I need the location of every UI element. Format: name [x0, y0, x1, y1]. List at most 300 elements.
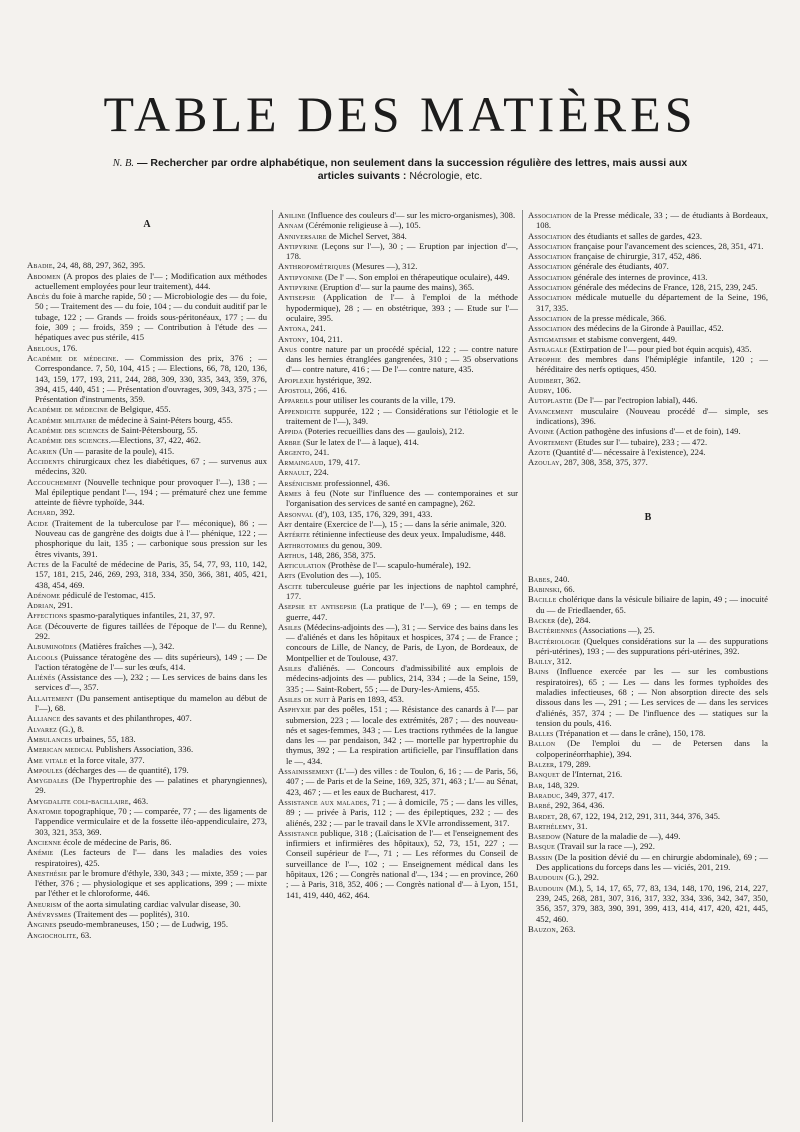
- entry-heading: Atrophie: [528, 354, 562, 365]
- section-spacer: [528, 534, 768, 574]
- entry-heading: Association: [528, 251, 572, 262]
- entry-references: , 463.: [128, 795, 149, 806]
- entry-heading: Appida: [278, 426, 303, 437]
- entry-references: (De l' —. Son emploi en thérapeutique oculaire), 449.: [322, 271, 510, 282]
- index-entry: [27, 621, 267, 642]
- entry-references: par le bromure d'éthyle, 330, 343 ; — mixte, 359 ; — par l'éther, 376 ; — physiologique et ses applications, 399 ; — mixte par l'éther et le chloroforme, 446.: [35, 867, 267, 899]
- entry-references: (Influence des couleurs d'— sur les micro-organismes), 308.: [305, 210, 516, 220]
- index-entry: [278, 437, 518, 447]
- index-entry: [528, 210, 768, 231]
- entry-heading: Avoine: [528, 426, 555, 437]
- index-entry: [27, 796, 267, 806]
- entry-references: (de), 284.: [555, 614, 591, 625]
- entry-references: .—Elections, 37, 422, 462.: [108, 435, 201, 446]
- entry-references: (La pratique de l'—), 69 ; — en temps de guerre, 447.: [286, 601, 518, 622]
- index-entry: [528, 841, 768, 851]
- entry-heading: Aneurism: [27, 898, 62, 909]
- entry-heading: Artérite: [278, 529, 311, 540]
- entry-heading: Bailly: [528, 656, 553, 667]
- entry-references: chirurgicaux chez les diabétiques, 67 ; — survenus aux médecins, 320.: [35, 455, 267, 477]
- entry-references: des étudiants et salles de gardes, 423.: [571, 230, 702, 241]
- entry-heading: Association: [528, 323, 572, 334]
- entry-heading: Association: [528, 230, 572, 241]
- entry-heading: Anus: [278, 343, 298, 354]
- entry-heading: Arsonval: [278, 508, 314, 519]
- entry-references: (Du pansement antiseptique du mamelon au début de l'—), 68.: [35, 692, 267, 714]
- index-entry: [528, 354, 768, 375]
- index-column-1: [27, 210, 267, 940]
- entry-heading: Ame vitale: [27, 754, 68, 765]
- note-line2-bold: articles suivants :: [317, 170, 407, 182]
- entry-heading: Basedow: [528, 831, 561, 842]
- entry-references: , 292, 364, 436.: [550, 800, 605, 811]
- index-entry: [278, 220, 518, 230]
- entry-heading: Bassin: [528, 851, 553, 862]
- entry-heading: Appendicite: [278, 405, 321, 416]
- entry-references: (Nouvelle technique pour provoquer l'—), 138 ; — Mal épileptique pendant l'—, 194 ; — prématuré chez une femme atteinte de fièvre typhoïde, 344.: [35, 476, 267, 508]
- entry-references: de médecine à Saint-Péters bourg, 455.: [96, 414, 233, 425]
- index-entry: [528, 395, 768, 405]
- entry-heading: Anatomie: [27, 806, 62, 817]
- index-entry: [27, 930, 267, 940]
- entry-heading: Appareils: [278, 395, 314, 406]
- entry-heading: Argento: [278, 446, 310, 457]
- index-entry: [27, 909, 267, 919]
- entry-references: (De l'hypertrophie des — palatines et pharyngiennes), 29.: [35, 775, 267, 796]
- entry-references: de Saint-Pétersbourg, 55.: [108, 425, 198, 436]
- index-entry: [278, 581, 518, 602]
- index-entry: [528, 385, 768, 395]
- entry-references: topographique, 70 ; — comparée, 77 ; — des ligaments de l'appendice vermiculaire et de la fossette iléo-appendiculaire, 273, 303, 321, 353, 369.: [35, 806, 267, 837]
- index-entry: [27, 847, 267, 868]
- entry-references: (Sur le latex de l'— à laque), 414.: [300, 436, 419, 447]
- index-entry: [278, 241, 518, 262]
- entry-heading: Autoplastie: [528, 395, 573, 406]
- entry-heading: Articulation: [278, 560, 326, 571]
- entry-references: (Médecins-adjoints des —), 31 ; — Service des bains dans les — d'aliénés et dans les hôpitaux et hospices, 374 ; — de France ; concours de Lille, de Nancy, de Paris, de Lyon, de Bordeaux, de Montpellier et de Toulouse, 437.: [286, 621, 518, 663]
- index-entry: [528, 231, 768, 241]
- entry-references: (Quelques considérations sur la — des suppurations péri-utérines), 193 ; — des suppurations péri-utérines, 392.: [536, 635, 768, 656]
- entry-references: du genou, 309.: [328, 539, 383, 550]
- index-entry: [528, 261, 768, 271]
- index-entry: [27, 899, 267, 909]
- entry-references: (Poteries recueillies dans des — gaulois), 212.: [302, 426, 465, 437]
- index-entry: [528, 821, 768, 831]
- entry-references: (Trépanation et — dans le crâne), 150, 178.: [553, 728, 706, 739]
- entry-references: de l'Internat, 216.: [559, 769, 623, 780]
- entry-heading: Académie des sciences: [27, 425, 109, 436]
- index-entry: [27, 353, 267, 404]
- index-entry: [278, 797, 518, 828]
- index-entry: [27, 713, 267, 723]
- index-entry: [528, 323, 768, 333]
- index-entry: [278, 601, 518, 622]
- entry-references: (L'—) des villes : de Toulon, 6, 16 ; — de Paris, 56, 407 ; — de Paris et de la Seine, 169, 325, 371, 463 ; L'— au Sénat, 423, 467 ; — et les eaux de Bucharest, 417.: [286, 766, 518, 797]
- entry-references: de la Presse médicale, 33 ; — de étudiants à Bordeaux, 108.: [536, 210, 768, 231]
- entry-heading: Affections: [27, 610, 68, 621]
- entry-references: (Eruption d'— sur la paume des mains), 365.: [317, 282, 475, 293]
- entry-references: française de chirurgie, 317, 452, 486.: [571, 251, 702, 262]
- entry-references: des membres dans l'hémiplégie infantile, 120 ; — héréditaire des nerfs optiques, 450.: [536, 354, 768, 375]
- entry-heading: Backer: [528, 614, 556, 625]
- entry-references: (Quantité d'— nécessaire à l'existence), 224.: [550, 446, 706, 457]
- entry-heading: Ampoules: [27, 764, 63, 775]
- index-entry: [528, 780, 768, 790]
- entry-references: , 287, 308, 358, 375, 377.: [559, 457, 648, 468]
- entry-references: hystérique, 392.: [314, 374, 372, 385]
- entry-heading: Anesthésie: [27, 867, 68, 878]
- entry-heading: Audibert: [528, 374, 562, 385]
- index-entry: [27, 734, 267, 744]
- entry-heading: Adrian: [27, 600, 54, 611]
- entry-references: des savants et des philanthropes, 407.: [60, 713, 192, 724]
- index-entry: [528, 656, 768, 666]
- index-entry: [528, 334, 768, 344]
- index-entry: [528, 282, 768, 292]
- entry-heading: Arnault: [278, 467, 310, 478]
- entry-references: , 263.: [555, 923, 576, 934]
- entry-heading: Bactériologie: [528, 635, 581, 646]
- index-entry: [27, 806, 267, 837]
- entry-references: (M.), 5, 14, 17, 65, 77, 83, 134, 148, 170, 196, 214, 227, 239, 245, 268, 281, 307, 316, 317, 332, 334, 336, 342, 347, 350, 356, 357, 379, 383, 390, 391, 399, 413, 414, 417, 420, 421, 445, 452, 460.: [536, 882, 768, 924]
- entry-references: (G.), 8.: [56, 723, 84, 734]
- index-entry: [27, 446, 267, 456]
- index-entry: [278, 509, 518, 519]
- entry-heading: Acide: [27, 517, 49, 528]
- index-entry: [528, 800, 768, 810]
- entry-heading: Antipyonine: [278, 271, 323, 282]
- entry-references: , 104, 211.: [306, 333, 343, 344]
- index-entry: [278, 478, 518, 488]
- entry-references: , 66.: [559, 584, 575, 595]
- index-entry: [27, 425, 267, 435]
- entry-references: de la Faculté de médecine de Paris, 35, 54, 77, 93, 110, 142, 157, 181, 215, 246, 269, 293, 318, 334, 350, 366, 381, 405, 421, 438, 454, 469.: [35, 558, 267, 590]
- entry-references: , 179, 417.: [323, 457, 361, 468]
- index-entry: [278, 540, 518, 550]
- entry-references: suppurée, 122 ; — Considérations sur l'étiologie et le traitement de l'—), 349.: [286, 405, 518, 426]
- section-letter-a: A: [143, 219, 151, 230]
- entry-heading: Baudouin: [528, 872, 564, 883]
- entry-references: cholérique dans la vésicule biliaire de lapin, 49 ; — inocuité du — de Friedlaender, 65.: [536, 594, 768, 615]
- index-entry: [278, 282, 518, 292]
- index-entry: [278, 550, 518, 560]
- entry-references: (Traitement des — poplités), 310.: [71, 909, 190, 919]
- index-entry: [528, 728, 768, 738]
- index-entry: [27, 456, 267, 477]
- entry-heading: Antony: [278, 333, 307, 344]
- index-entry: [528, 406, 768, 427]
- index-entry: [528, 344, 768, 354]
- entry-references: d'aliénés. — Concours d'admissibilité aux emplois de médecins-adjoints des — publics, 214, 334 ; —de la Seine, 159, 335 ; — Saint-Robert, 55 ; — de Dury-les-Amiens, 455.: [286, 663, 518, 694]
- entry-heading: Armaingaud: [278, 457, 324, 468]
- entry-references: (A propos des plaies de l'— ; Modification aux méthodes actuellement employées pour leur traitement), 444.: [35, 270, 267, 291]
- entry-heading: Assistance aux malades: [278, 796, 368, 807]
- entry-references: urbaines, 55, 183.: [72, 733, 136, 744]
- entry-references: (Leçons sur l'—), 30 ; — Eruption par injection d'—, 178.: [286, 240, 518, 262]
- index-entry: [528, 292, 768, 313]
- entry-references: des médecins de la Gironde à Pauillac, 452.: [571, 323, 724, 334]
- index-entry: [278, 334, 518, 344]
- entry-references: , 241.: [309, 446, 330, 457]
- index-entry: [528, 437, 768, 447]
- entry-references: (Associations —), 25.: [577, 625, 655, 636]
- entry-references: pour utiliser les courants de la ville, 179.: [313, 395, 456, 406]
- index-entry: [27, 610, 267, 620]
- index-entry: [528, 447, 768, 457]
- entry-references: école de médecine de Paris, 86.: [61, 836, 172, 847]
- entry-heading: American medical: [27, 744, 94, 755]
- entry-heading: Banquet: [528, 769, 560, 780]
- entry-heading: Bardet: [528, 810, 555, 821]
- entry-references: . — Commission des prix, 376 ; — Correspondance. 7, 50, 104, 415 ; — Elections, 66, 78, 120, 136, 143, 159, 177, 193, 211, 244, 288, 309, 330, 335, 343, 359, 376, 394, 415, 440, 451 ; — Présentation d'ouvrages, 309, 343, 375 ; — Présentation d'instruments, 359.: [35, 352, 267, 405]
- index-column-3: [528, 210, 768, 934]
- entry-references: , 179, 289.: [554, 759, 591, 770]
- index-entry: [278, 344, 518, 375]
- index-entry: [278, 570, 518, 580]
- index-entry: [278, 828, 518, 900]
- index-entry: [27, 291, 267, 342]
- index-list: [278, 210, 518, 900]
- note-prefix: N. B.: [112, 158, 135, 169]
- index-entry: [27, 919, 267, 929]
- entry-references: , 392.: [55, 507, 75, 518]
- entry-heading: Achard: [27, 507, 56, 518]
- entry-references: (Influence exercée par les — sur les combustions respiratoires), 65 ; — Les — dans les formes typhoïdes des maladies infectieuses, 68 ; — Non absorption directe des sels dissous dans les —, 291 ; — Les services de — dans les services d'aliénés, 357, 374 ; — De l'influence des — statiques sur la tension du pouls, 416.: [536, 666, 768, 728]
- entry-references: (Matières fraîches —), 342.: [76, 641, 175, 652]
- index-entry: [278, 272, 518, 282]
- entry-heading: Anthropométriques: [278, 261, 351, 272]
- entry-heading: Abadie: [27, 260, 53, 271]
- entry-references: (Mesures —), 312.: [350, 261, 418, 272]
- entry-references: générale des médecins de France, 128, 215, 239, 245.: [571, 282, 758, 293]
- entry-references: française pour l'avancement des sciences, 28, 351, 471.: [571, 240, 764, 251]
- entry-references: (décharges des — de quantité), 179.: [62, 764, 189, 775]
- entry-heading: Astigmatisme: [528, 333, 577, 344]
- column-divider: [522, 210, 523, 1122]
- entry-references: , 349, 377, 417.: [560, 789, 615, 800]
- entry-heading: Balzer: [528, 759, 555, 770]
- entry-heading: Barthélemy: [528, 820, 573, 831]
- entry-references: , 24, 48, 88, 297, 362, 395.: [52, 260, 146, 271]
- index-entry: [278, 766, 518, 797]
- column-divider: [272, 210, 273, 1122]
- index-entry: [27, 477, 267, 508]
- entry-heading: Babes: [528, 573, 551, 584]
- entry-references: à feu (Note sur l'influence des — contemporaines et sur l'organisation des services de santé en campagne), 262.: [286, 488, 518, 509]
- index-entry: [27, 343, 267, 353]
- index-entry: [278, 663, 518, 694]
- entry-references: dentaire (Exercice de l'—), 15 ; — dans la série animale, 320.: [292, 518, 507, 529]
- entry-heading: Angines: [27, 919, 57, 930]
- entry-heading: Acarien: [27, 445, 57, 456]
- entry-heading: Barbé: [528, 800, 551, 811]
- index-entry: [278, 457, 518, 467]
- entry-heading: Bains: [528, 666, 549, 677]
- index-entry: [528, 457, 768, 467]
- entry-heading: Art: [278, 518, 293, 529]
- entry-references: , 312.: [552, 656, 572, 667]
- entry-references: professionnel, 436.: [322, 477, 390, 488]
- entry-heading: Azote: [528, 446, 551, 457]
- entry-references: (De la position dévié du — en chirurgie abdominale), 69 ; — Des applications du forceps dans les — viciés, 201, 219.: [536, 851, 768, 873]
- index-entry: [528, 241, 768, 251]
- index-entry: [528, 811, 768, 821]
- index-entry: [27, 518, 267, 559]
- entry-references: , 176.: [57, 342, 78, 353]
- index-list: [528, 210, 768, 467]
- entry-heading: Abcès: [27, 291, 50, 302]
- index-entry: [27, 260, 267, 270]
- entry-heading: Actes: [27, 558, 49, 569]
- entry-heading: Baudouin: [528, 882, 564, 893]
- entry-heading: Arbre: [278, 436, 301, 447]
- index-entry: [27, 693, 267, 714]
- entry-heading: Asiles: [278, 621, 302, 632]
- index-entry: [528, 759, 768, 769]
- index-entry: [278, 406, 518, 427]
- entry-heading: Armes: [278, 488, 302, 499]
- entry-references: , 362.: [561, 374, 581, 385]
- index-entry: [27, 744, 267, 754]
- entry-heading: Arthus: [278, 549, 305, 560]
- index-entry: [528, 769, 768, 779]
- entry-references: du foie à marche rapide, 50 ; — Microbiologie des — du foie, 50 ; — Traitement des — du foie, 104 ; — du conduit auditif par le tubage, 122 ; — Grands — froids sous-péritonéaux, 177 ; — du foie, 309 ; — froids, 359 ; — Contribution à l'étude des —hépatiques avec pus stérile, 415: [35, 291, 267, 343]
- index-entry: [278, 447, 518, 457]
- entry-references: , 148, 329.: [542, 779, 580, 790]
- entry-heading: Abdomen: [27, 270, 61, 281]
- entry-heading: Anniversaire: [278, 230, 327, 241]
- index-entry: [528, 375, 768, 385]
- index-entry: [27, 724, 267, 734]
- index-entry: [528, 251, 768, 261]
- entry-references: (Action pathogène des infusions d'— et de foin), 149.: [554, 426, 741, 437]
- entry-references: de Belgique, 455.: [107, 404, 171, 415]
- entry-heading: Avancement: [528, 405, 574, 416]
- entry-heading: Antona: [278, 323, 307, 334]
- entry-references: , 266, 416.: [310, 385, 347, 396]
- index-column-2: [278, 210, 518, 900]
- entry-heading: Asiles de nuit: [278, 693, 330, 704]
- index-entry: [27, 755, 267, 765]
- entry-references: de Michel Servet, 384.: [326, 230, 407, 241]
- index-entry: [528, 738, 768, 759]
- index-entry: [27, 507, 267, 517]
- index-entry: [27, 652, 267, 673]
- entry-references: (De l'— par l'ectropion labial), 446.: [572, 395, 698, 406]
- entry-heading: Bactériennes: [528, 625, 578, 636]
- entry-heading: Assainissement: [278, 766, 334, 777]
- index-entry: [278, 467, 518, 477]
- entry-references: publique, 318 ; (Laïcisation de l'— et l'enseignement des infirmiers et infirmières des hôpitaux), 52, 73, 151, 227 ; — Conseil supérieur de l'—, 71 ; — Les réformes du Conseil de surveillance de l'—, 102 ; — Enseignement médical dans les hôpitaux, 126 ; — Congrès national d'—, 134 ; — en province, 260 ; — à Paris, 318, 352, 406 ; — Congrès national d'— à Lyon, 151, 141, 419, 440, 462, 464.: [286, 827, 518, 900]
- index-entry: [27, 868, 267, 899]
- entry-heading: Abelous: [27, 342, 58, 353]
- entry-heading: Arts: [278, 570, 296, 581]
- entry-heading: Ancienne: [27, 836, 62, 847]
- entry-references: , 291.: [53, 600, 73, 611]
- index-entry: [278, 704, 518, 766]
- entry-heading: Aliénés: [27, 672, 56, 683]
- entry-heading: Aniline: [278, 210, 306, 220]
- entry-references: (G.), 292.: [563, 872, 599, 883]
- index-entry: [278, 261, 518, 271]
- entry-references: (Travail sur la race —), 292.: [554, 841, 655, 852]
- index-entry: [528, 574, 768, 584]
- index-entry: [27, 837, 267, 847]
- entry-references: (De l'emploi du — de Petersen dans la colpoperinéorrhaphie), 394.: [536, 738, 768, 759]
- section-letter-b: B: [644, 512, 652, 524]
- entry-references: , 240.: [550, 573, 570, 584]
- entry-references: générale des internes de province, 413.: [571, 271, 708, 282]
- entry-references: , 241.: [306, 323, 326, 334]
- index-entry: [27, 775, 267, 796]
- entry-heading: Basque: [528, 841, 555, 852]
- entry-references: (Traitement de la tuberculose par l'— méconique), 86 ; — Nouveau cas de gangrène des doigts due à l'— phénique, 122 ; — phosphorique du lait, 135 ; — carbonique sous pression sur les êtres vivants, 391.: [35, 517, 267, 559]
- entry-heading: Académie militaire: [27, 414, 97, 425]
- entry-references: (Prothèse de l'— scapulo-humérale), 192.: [325, 560, 471, 571]
- index-entry: [528, 831, 768, 841]
- index-entry: [278, 426, 518, 436]
- index-entry: [27, 590, 267, 600]
- entry-heading: Audry: [528, 385, 552, 396]
- index-entry: [278, 622, 518, 663]
- entry-heading: Arthrotomies: [278, 539, 329, 550]
- index-entry: [278, 292, 518, 323]
- entry-references: (d'), 103, 135, 176, 329, 391, 433.: [313, 508, 433, 519]
- index-entry: [528, 426, 768, 436]
- entry-heading: Angiocholite: [27, 929, 77, 940]
- entry-heading: Albuminoïdes: [27, 641, 77, 652]
- entry-heading: Bar: [528, 779, 543, 790]
- index-entry: [278, 231, 518, 241]
- index-entry: [278, 210, 518, 220]
- entry-references: (Nature de la maladie de —), 449.: [560, 831, 681, 842]
- index-entry: [278, 560, 518, 570]
- index-entry: [528, 924, 768, 934]
- entry-references: contre nature par un procédé spécial, 122 ; — contre nature dans les hernies étranglées gangrenées, 310 ; — 35 observations d'— contre nature, 416 ; — De l'— contre nature, 435.: [286, 343, 518, 375]
- index-entry: [27, 435, 267, 445]
- entry-heading: Anévrysmes: [27, 909, 72, 919]
- entry-references: (Découverte de figures taillées de l'époque de l'— du Renne), 292.: [35, 620, 267, 641]
- entry-heading: Association: [528, 282, 572, 293]
- entry-references: pseudo-membraneuses, 150 ; — de Ludwig, 195.: [56, 919, 228, 930]
- entry-heading: Alvarez: [27, 723, 57, 734]
- index-entry: [528, 272, 768, 282]
- entry-heading: Adénome: [27, 589, 61, 600]
- entry-references: (Cérémonie religieuse à —), 105.: [303, 220, 421, 231]
- entry-references: et stabisme convergent, 449.: [576, 333, 678, 344]
- index-entry: [27, 641, 267, 651]
- index-entry: [528, 584, 768, 594]
- entry-references: , 224.: [309, 467, 329, 478]
- entry-heading: Alcools: [27, 651, 58, 662]
- entry-references: rétinienne infectieuse des deux yeux. Impaludisme, 448.: [310, 529, 506, 540]
- index-list: [27, 260, 267, 940]
- note-text: — Rechercher par ordre alphabétique, non seulement dans la succession régulière des lettres, mais aussi aux: [134, 157, 688, 169]
- entry-references: à Paris en 1893, 453.: [329, 693, 404, 704]
- index-entry: [528, 883, 768, 924]
- index-entry: [528, 872, 768, 882]
- entry-heading: Avortement: [528, 436, 573, 447]
- entry-heading: Balles: [528, 728, 554, 739]
- entry-heading: Accidents: [27, 455, 65, 466]
- entry-references: (Un — parasite de la poule), 415.: [56, 445, 175, 456]
- entry-references: pédiculé de l'estomac, 415.: [60, 589, 156, 600]
- entry-heading: Bauzon: [528, 923, 556, 934]
- entry-heading: Antipyrine: [278, 240, 318, 251]
- entry-heading: Allaitement: [27, 692, 74, 703]
- entry-heading: Amygdalite coli-bacillaire: [27, 795, 129, 806]
- entry-references: , 28, 67, 122, 194, 212, 291, 311, 344, 376, 345.: [554, 810, 721, 821]
